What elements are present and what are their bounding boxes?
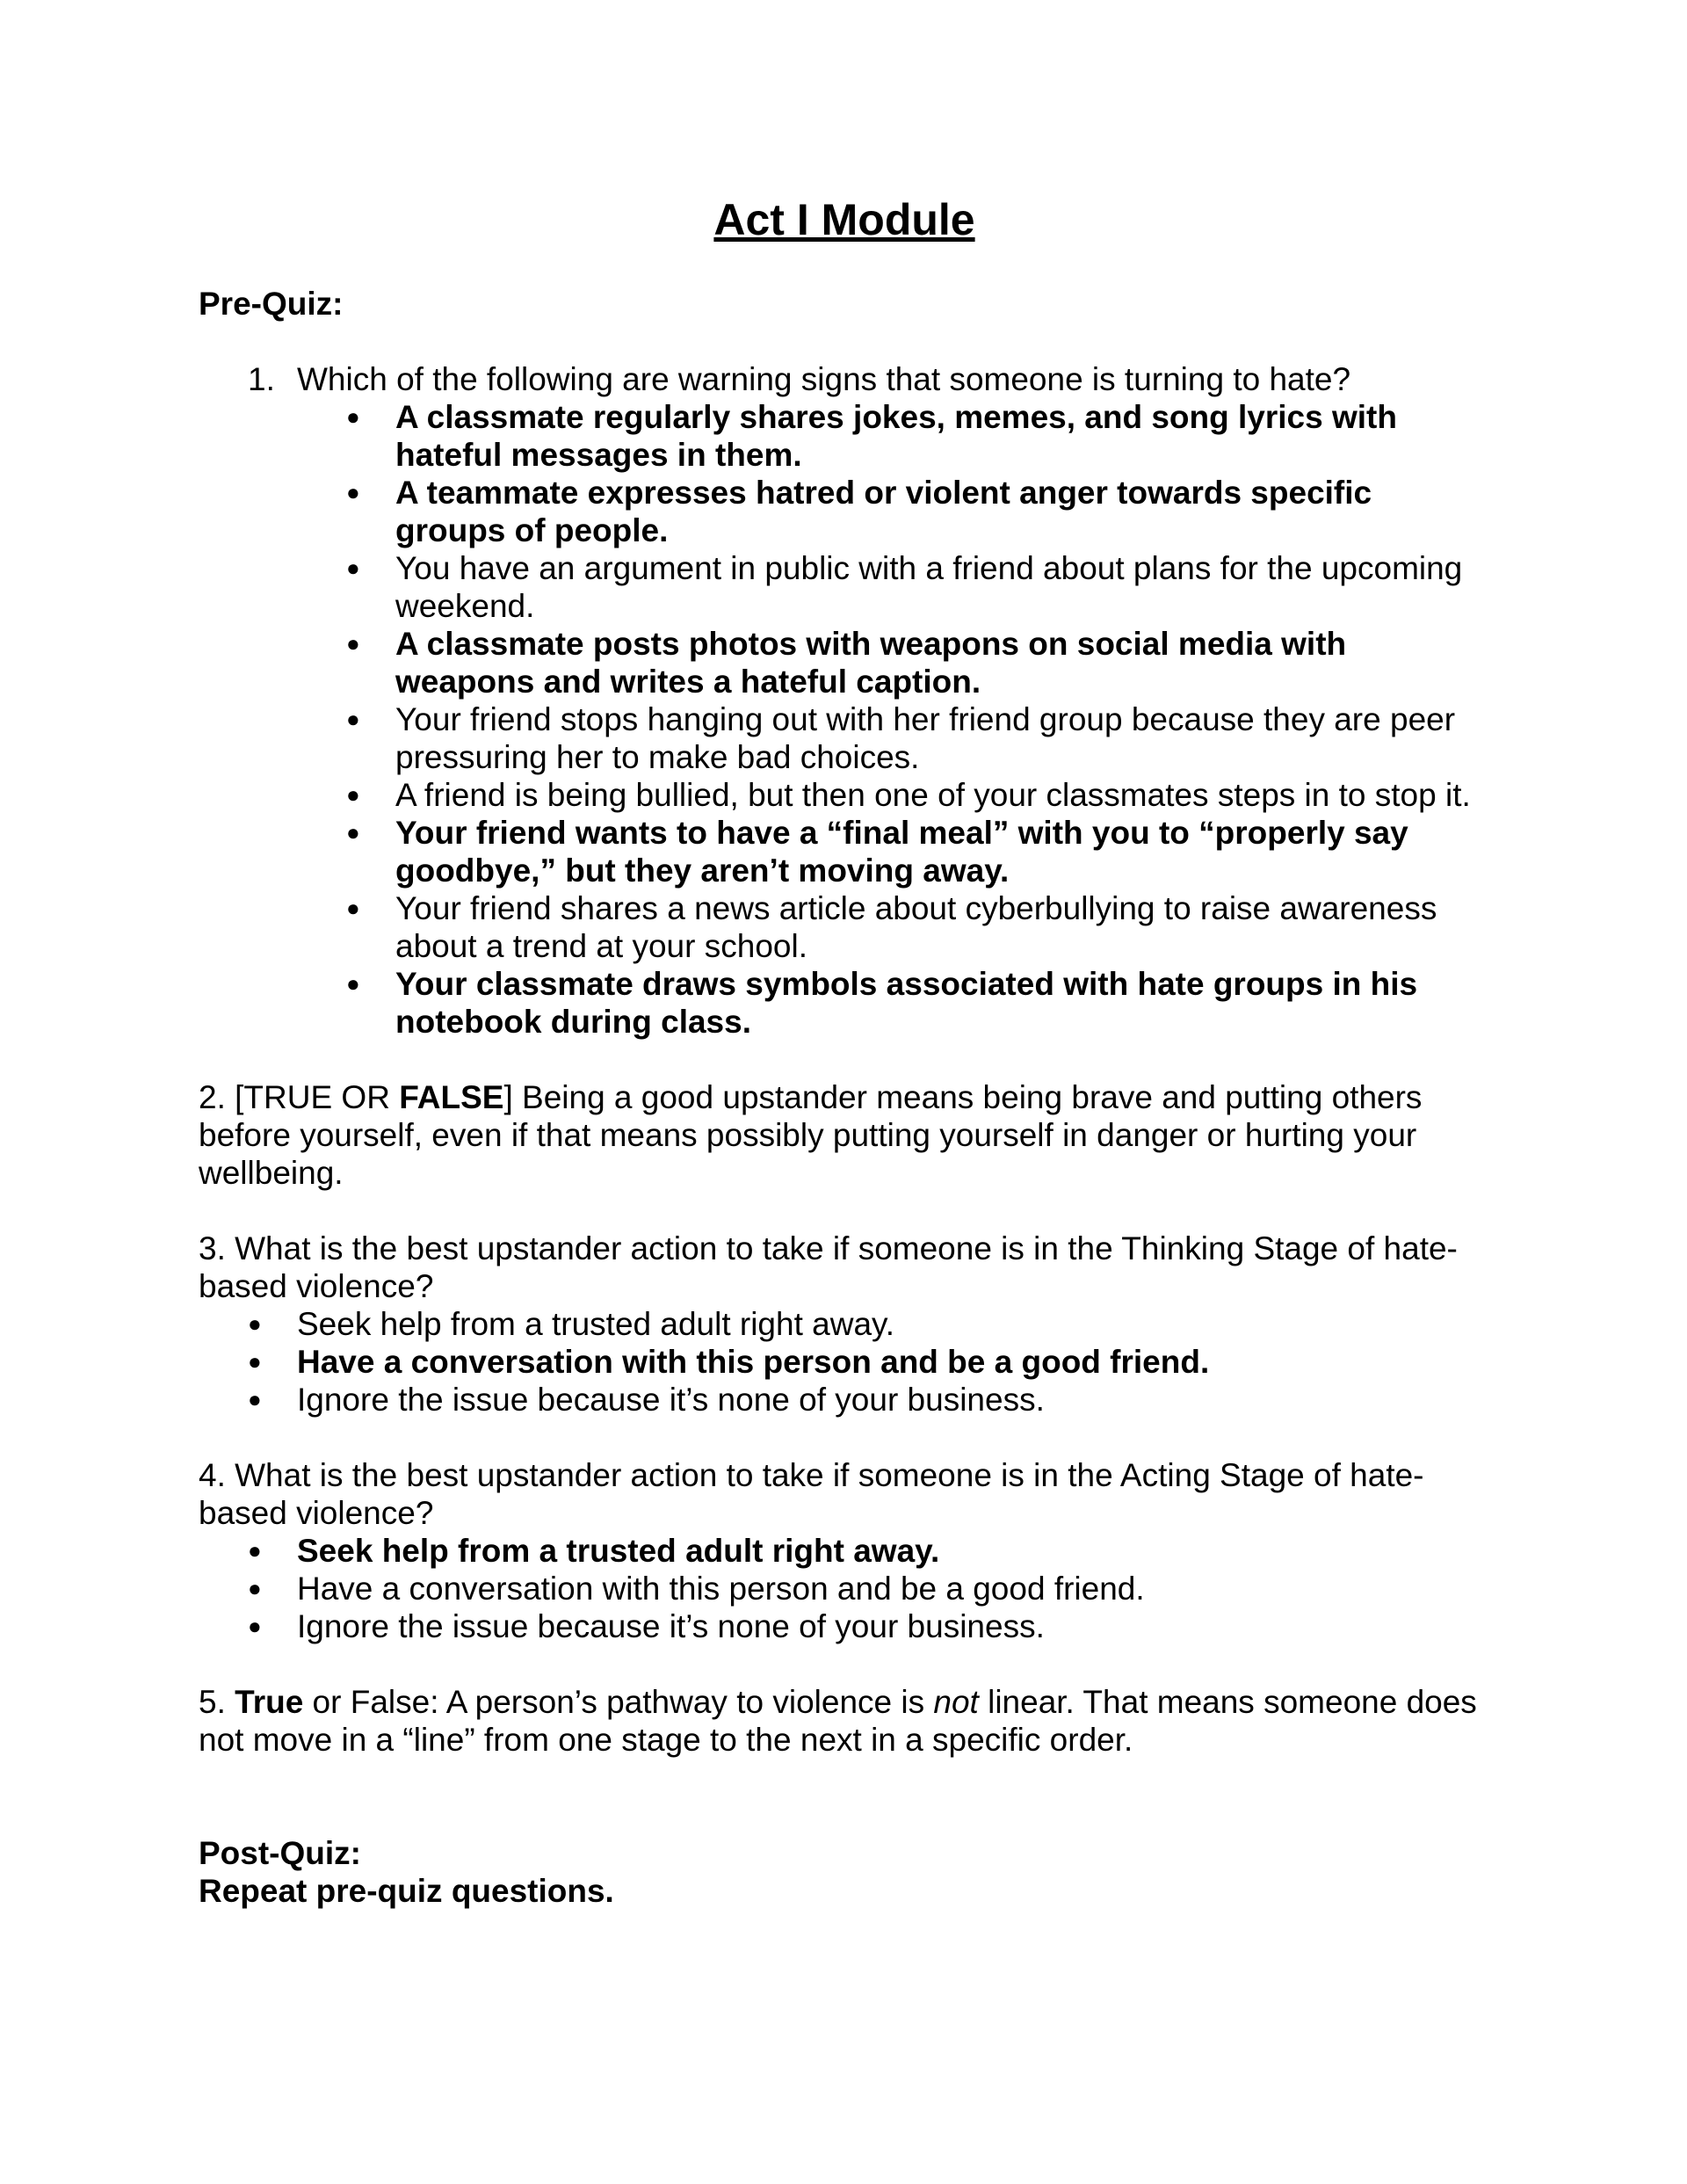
list-item xyxy=(297,700,1490,776)
answer-option: A classmate regularly shares jokes, memes, and song lyrics with hateful messages in them. xyxy=(395,399,1397,473)
answer-highlight: True xyxy=(235,1684,304,1720)
bullet-icon: ● xyxy=(346,479,360,505)
document-page xyxy=(199,193,1490,1910)
list-item xyxy=(297,965,1490,1041)
bullet-icon: ● xyxy=(346,781,360,808)
question-prefix: 2. [TRUE OR xyxy=(199,1079,400,1115)
bullet-icon: ● xyxy=(248,1310,262,1337)
post-quiz-section xyxy=(199,1834,1490,1910)
list-item xyxy=(297,398,1490,474)
question-text: 4. What is the best upstander action to take if someone is in the Acting Stage of hate-based violence? xyxy=(199,1457,1424,1531)
bullet-icon: ● xyxy=(248,1613,262,1639)
answer-option: Your friend shares a news article about cyberbullying to raise awareness about a trend at your school. xyxy=(395,890,1437,964)
answer-option: Have a conversation with this person and be a good friend. xyxy=(297,1571,1145,1607)
answer-option: Ignore the issue because it’s none of your business. xyxy=(297,1382,1045,1418)
post-quiz-label: Post-Quiz: xyxy=(199,1835,361,1871)
answer-option: Seek help from a trusted adult right away. xyxy=(297,1533,940,1569)
bullet-icon: ● xyxy=(248,1386,262,1412)
answer-list xyxy=(199,1532,1490,1645)
bullet-icon: ● xyxy=(248,1348,262,1375)
list-item xyxy=(199,1381,1490,1419)
answer-highlight: FALSE xyxy=(399,1079,504,1115)
bullet-icon: ● xyxy=(346,555,360,581)
list-item xyxy=(297,474,1490,549)
question-text: or False: A person’s pathway to violence is xyxy=(303,1684,934,1720)
list-item xyxy=(297,814,1490,889)
list-item xyxy=(199,1305,1490,1343)
question-text-end: linear. That means someone does not move in a “line” from one stage to the next in a specific order. xyxy=(199,1684,1477,1758)
question-number: 1. xyxy=(248,361,275,397)
bullet-icon: ● xyxy=(346,970,360,997)
pre-quiz-label: Pre-Quiz: xyxy=(199,286,344,322)
list-item xyxy=(297,625,1490,700)
answer-list xyxy=(199,398,1490,1041)
list-item xyxy=(297,889,1490,965)
answer-option: A teammate expresses hatred or violent anger towards specific groups of people. xyxy=(395,475,1372,548)
question-4 xyxy=(199,1456,1490,1645)
list-item xyxy=(297,549,1490,625)
list-item xyxy=(199,1532,1490,1570)
bullet-icon: ● xyxy=(248,1537,262,1564)
post-quiz-instruction: Repeat pre-quiz questions. xyxy=(199,1873,614,1909)
question-text: 3. What is the best upstander action to take if someone is in the Thinking Stage of hate-based violence? xyxy=(199,1230,1458,1304)
answer-option: A friend is being bullied, but then one of your classmates steps in to stop it. xyxy=(395,777,1471,813)
answer-option: Your classmate draws symbols associated with hate groups in his notebook during class. xyxy=(395,966,1418,1040)
answer-option: Seek help from a trusted adult right away. xyxy=(297,1306,895,1342)
answer-list xyxy=(199,1305,1490,1419)
question-1 xyxy=(199,360,1490,1041)
list-item xyxy=(199,1343,1490,1381)
bullet-icon: ● xyxy=(248,1575,262,1601)
question-text: Which of the following are warning signs that someone is turning to hate? xyxy=(297,361,1351,397)
answer-option: Have a conversation with this person and be a good friend. xyxy=(297,1344,1210,1380)
answer-option: Your friend wants to have a “final meal” with you to “properly say goodbye,” but they aren’t moving away. xyxy=(395,815,1408,889)
bullet-icon: ● xyxy=(346,706,360,732)
question-3 xyxy=(199,1230,1490,1419)
question-prefix: 5. xyxy=(199,1684,235,1720)
list-item xyxy=(199,1607,1490,1645)
question-text: ] Being a good upstander means being brave and putting others before yourself, even if that means possibly putting yourself in danger or hurting your wellbeing. xyxy=(199,1079,1423,1191)
bullet-icon: ● xyxy=(346,630,360,657)
answer-option: You have an argument in public with a friend about plans for the upcoming weekend. xyxy=(395,550,1463,624)
bullet-icon: ● xyxy=(346,895,360,921)
answer-option: A classmate posts photos with weapons on social media with weapons and writes a hateful caption. xyxy=(395,626,1347,700)
list-item xyxy=(199,1570,1490,1607)
emphasis-text: not xyxy=(933,1684,979,1720)
question-5 xyxy=(199,1683,1490,1759)
bullet-icon: ● xyxy=(346,819,360,845)
question-2 xyxy=(199,1078,1490,1192)
answer-option: Ignore the issue because it’s none of your business. xyxy=(297,1608,1045,1644)
list-item xyxy=(297,776,1490,814)
bullet-icon: ● xyxy=(346,403,360,430)
page-title: Act I Module xyxy=(713,195,975,244)
answer-option: Your friend stops hanging out with her friend group because they are peer pressuring her to make bad choices. xyxy=(395,701,1456,775)
